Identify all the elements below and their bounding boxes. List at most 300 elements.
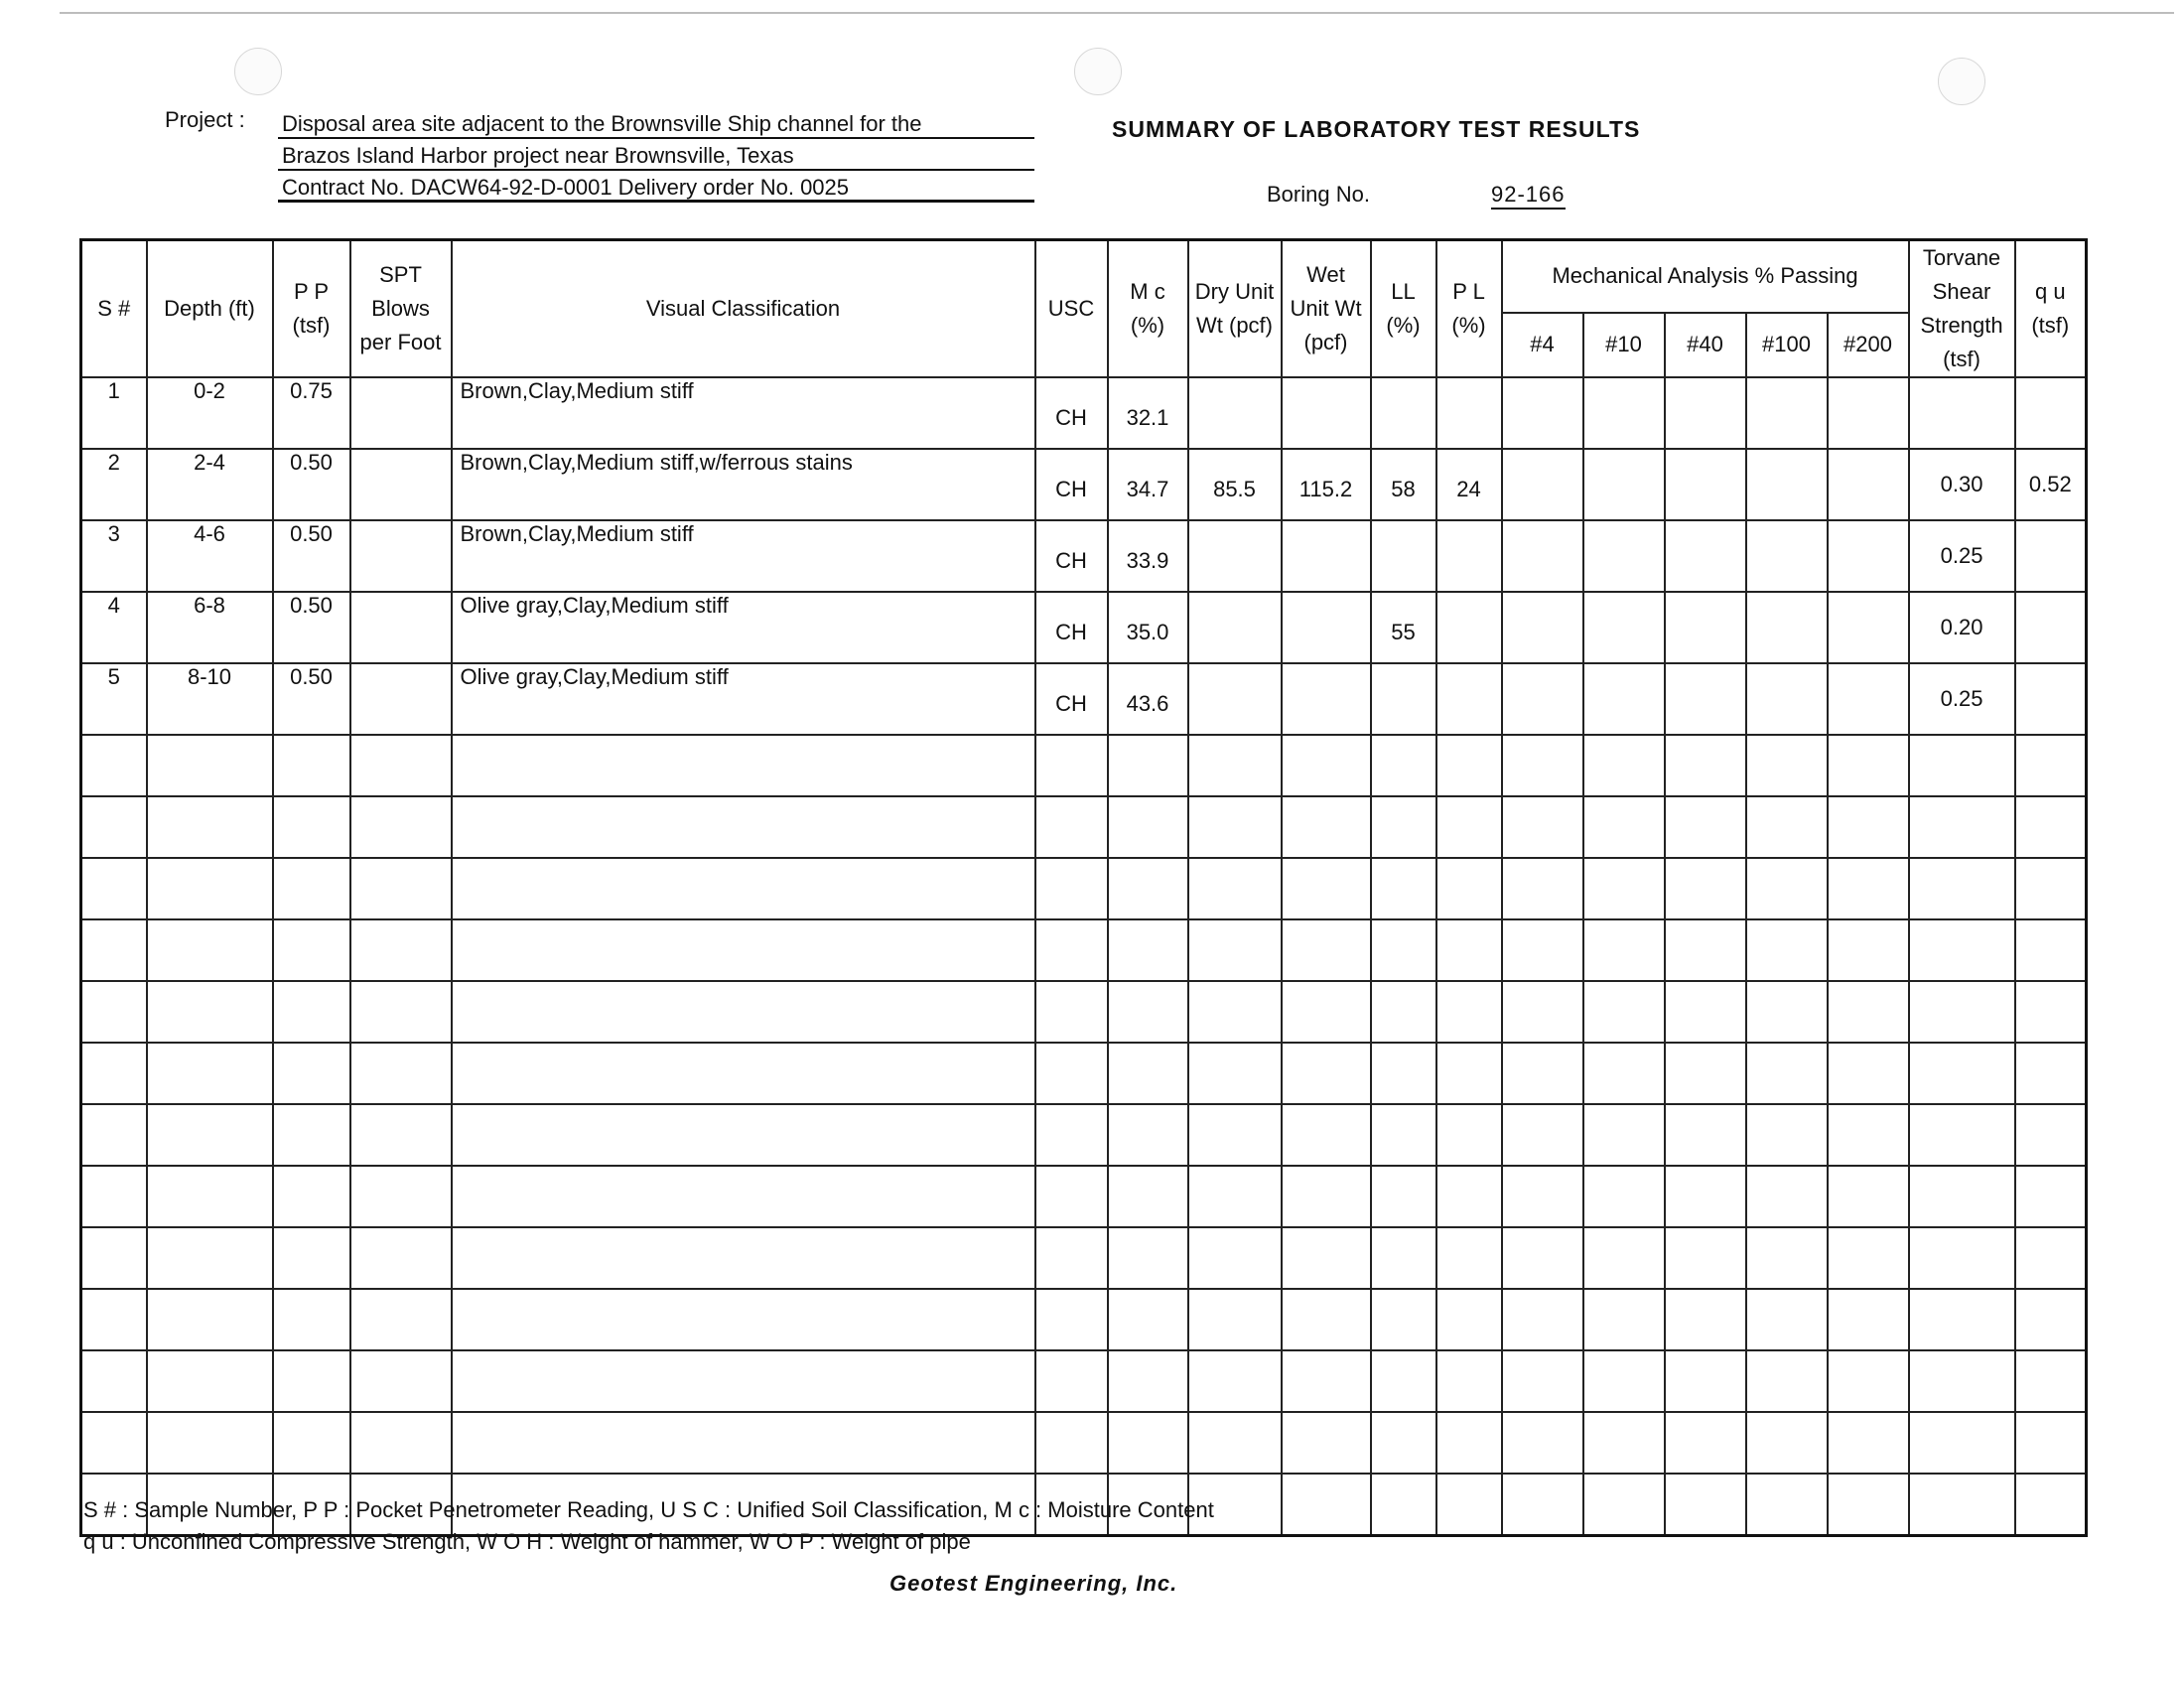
- empty-cell: [1035, 1350, 1108, 1412]
- empty-cell: [1909, 1166, 2015, 1227]
- usc: CH: [1035, 377, 1108, 449]
- plastic-limit: 24: [1436, 449, 1502, 520]
- col-sieve-4: #4: [1502, 313, 1583, 377]
- empty-cell: [147, 858, 273, 919]
- empty-cell: [1282, 735, 1371, 796]
- empty-cell: [1188, 1227, 1282, 1289]
- col-ll: LL (%): [1371, 240, 1436, 378]
- empty-table-row: [81, 1412, 2087, 1474]
- empty-cell: [147, 1350, 273, 1412]
- empty-cell: [1436, 1350, 1502, 1412]
- empty-cell: [273, 1227, 350, 1289]
- empty-table-row: [81, 1043, 2087, 1104]
- empty-cell: [81, 1227, 147, 1289]
- empty-cell: [1188, 1166, 1282, 1227]
- empty-cell: [1282, 1104, 1371, 1166]
- empty-cell: [2015, 1289, 2087, 1350]
- torvane-strength: 0.25: [1909, 663, 2015, 735]
- empty-cell: [1909, 981, 2015, 1043]
- torvane-strength: [1909, 377, 2015, 449]
- sieve-4: [1502, 663, 1583, 735]
- empty-cell: [1909, 858, 2015, 919]
- pocket-penetrometer: 0.75: [273, 377, 350, 449]
- company-footer: Geotest Engineering, Inc.: [889, 1571, 1178, 1596]
- empty-cell: [1583, 1043, 1665, 1104]
- col-torvane: Torvane Shear Strength (tsf): [1909, 240, 2015, 378]
- empty-cell: [2015, 981, 2087, 1043]
- empty-cell: [1108, 981, 1188, 1043]
- wet-unit-wt: [1282, 520, 1371, 592]
- empty-cell: [1746, 1166, 1828, 1227]
- sieve-10: [1583, 592, 1665, 663]
- punch-hole: [234, 48, 282, 95]
- empty-cell: [147, 1289, 273, 1350]
- sample-number: 3: [81, 520, 147, 592]
- empty-cell: [1828, 1289, 1909, 1350]
- empty-cell: [1282, 858, 1371, 919]
- empty-cell: [1665, 981, 1746, 1043]
- empty-table-row: [81, 1350, 2087, 1412]
- empty-cell: [350, 858, 452, 919]
- moisture-content: 32.1: [1108, 377, 1188, 449]
- empty-cell: [273, 1350, 350, 1412]
- empty-cell: [1746, 1474, 1828, 1536]
- empty-cell: [1746, 919, 1828, 981]
- visual-classification: Olive gray,Clay,Medium stiff: [452, 663, 1035, 735]
- wet-unit-wt: [1282, 663, 1371, 735]
- empty-cell: [2015, 1474, 2087, 1536]
- empty-cell: [273, 981, 350, 1043]
- empty-cell: [1502, 1166, 1583, 1227]
- project-line-3: Contract No. DACW64-92-D-0001 Delivery order No. 0025: [278, 173, 1034, 203]
- pocket-penetrometer: 0.50: [273, 663, 350, 735]
- empty-cell: [1665, 1166, 1746, 1227]
- dry-unit-wt: 85.5: [1188, 449, 1282, 520]
- sieve-40: [1665, 377, 1746, 449]
- empty-cell: [1583, 858, 1665, 919]
- empty-cell: [147, 796, 273, 858]
- empty-cell: [1502, 981, 1583, 1043]
- empty-cell: [147, 1043, 273, 1104]
- visual-classification: Brown,Clay,Medium stiff,w/ferrous stains: [452, 449, 1035, 520]
- empty-cell: [1108, 735, 1188, 796]
- col-sieve-100: #100: [1746, 313, 1828, 377]
- usc: CH: [1035, 449, 1108, 520]
- spt-blows: [350, 449, 452, 520]
- empty-cell: [1746, 981, 1828, 1043]
- empty-table-row: [81, 1166, 2087, 1227]
- empty-cell: [81, 1412, 147, 1474]
- col-usc: USC: [1035, 240, 1108, 378]
- empty-cell: [1108, 1412, 1188, 1474]
- empty-cell: [2015, 1104, 2087, 1166]
- boring-label: Boring No.: [1267, 182, 1370, 207]
- legend-line-1: S # : Sample Number, P P : Pocket Penetrometer Reading, U S C : Unified Soil Classification, M c : Moisture Content: [83, 1497, 1214, 1522]
- empty-cell: [273, 1289, 350, 1350]
- empty-cell: [350, 1104, 452, 1166]
- sample-number: 1: [81, 377, 147, 449]
- moisture-content: 33.9: [1108, 520, 1188, 592]
- sieve-4: [1502, 592, 1583, 663]
- depth: 6-8: [147, 592, 273, 663]
- empty-cell: [1909, 1043, 2015, 1104]
- empty-cell: [147, 735, 273, 796]
- spt-blows: [350, 663, 452, 735]
- punch-hole: [1938, 58, 1985, 105]
- lab-results-table: [79, 238, 2088, 1537]
- empty-cell: [1828, 735, 1909, 796]
- empty-cell: [1188, 1104, 1282, 1166]
- empty-cell: [1282, 1043, 1371, 1104]
- empty-table-row: [81, 981, 2087, 1043]
- col-visual: Visual Classification: [452, 240, 1035, 378]
- project-line-2: Brazos Island Harbor project near Brownsville, Texas: [278, 141, 1034, 171]
- spt-blows: [350, 520, 452, 592]
- empty-cell: [1371, 1289, 1436, 1350]
- liquid-limit: 58: [1371, 449, 1436, 520]
- plastic-limit: [1436, 663, 1502, 735]
- empty-cell: [273, 1412, 350, 1474]
- col-pp: P P (tsf): [273, 240, 350, 378]
- empty-cell: [1436, 1227, 1502, 1289]
- empty-cell: [1188, 1412, 1282, 1474]
- empty-cell: [81, 1350, 147, 1412]
- col-mechanical-analysis: Mechanical Analysis % Passing: [1502, 240, 1909, 313]
- table-row: [81, 377, 2087, 449]
- empty-cell: [81, 1104, 147, 1166]
- table-row: [81, 520, 2087, 592]
- usc: CH: [1035, 520, 1108, 592]
- empty-cell: [1282, 1289, 1371, 1350]
- empty-cell: [1828, 858, 1909, 919]
- empty-cell: [1746, 858, 1828, 919]
- sieve-40: [1665, 520, 1746, 592]
- depth: 8-10: [147, 663, 273, 735]
- empty-cell: [2015, 1227, 2087, 1289]
- empty-cell: [1502, 796, 1583, 858]
- empty-cell: [452, 919, 1035, 981]
- empty-cell: [350, 981, 452, 1043]
- empty-cell: [273, 1043, 350, 1104]
- empty-cell: [350, 1350, 452, 1412]
- col-pl: P L (%): [1436, 240, 1502, 378]
- qu-value: [2015, 520, 2087, 592]
- page-title: SUMMARY OF LABORATORY TEST RESULTS: [1112, 116, 1641, 142]
- empty-cell: [350, 1166, 452, 1227]
- sieve-4: [1502, 520, 1583, 592]
- sample-number: 2: [81, 449, 147, 520]
- sieve-40: [1665, 663, 1746, 735]
- empty-cell: [1828, 1350, 1909, 1412]
- col-depth: Depth (ft): [147, 240, 273, 378]
- empty-cell: [1436, 796, 1502, 858]
- sieve-4: [1502, 377, 1583, 449]
- project-label: Project :: [165, 107, 245, 132]
- empty-cell: [147, 1166, 273, 1227]
- empty-cell: [1665, 919, 1746, 981]
- plastic-limit: [1436, 377, 1502, 449]
- empty-cell: [1282, 1474, 1371, 1536]
- empty-cell: [1583, 1104, 1665, 1166]
- empty-table-row: [81, 1227, 2087, 1289]
- empty-cell: [1746, 796, 1828, 858]
- empty-cell: [1108, 1289, 1188, 1350]
- empty-cell: [1035, 919, 1108, 981]
- empty-cell: [1583, 1289, 1665, 1350]
- usc: CH: [1035, 663, 1108, 735]
- sieve-100: [1746, 377, 1828, 449]
- empty-cell: [1909, 1104, 2015, 1166]
- empty-table-row: [81, 1289, 2087, 1350]
- empty-cell: [81, 858, 147, 919]
- empty-cell: [1665, 1289, 1746, 1350]
- empty-cell: [81, 919, 147, 981]
- dry-unit-wt: [1188, 592, 1282, 663]
- empty-cell: [1909, 796, 2015, 858]
- empty-cell: [1188, 858, 1282, 919]
- sieve-200: [1828, 449, 1909, 520]
- sieve-100: [1746, 663, 1828, 735]
- qu-value: [2015, 663, 2087, 735]
- empty-cell: [1371, 858, 1436, 919]
- empty-cell: [1282, 1166, 1371, 1227]
- empty-cell: [2015, 1350, 2087, 1412]
- empty-cell: [1502, 1227, 1583, 1289]
- punch-hole: [1074, 48, 1122, 95]
- empty-cell: [1502, 1043, 1583, 1104]
- empty-cell: [81, 1043, 147, 1104]
- sieve-10: [1583, 449, 1665, 520]
- depth: 4-6: [147, 520, 273, 592]
- empty-cell: [350, 1289, 452, 1350]
- empty-cell: [1665, 1474, 1746, 1536]
- empty-table-row: [81, 796, 2087, 858]
- empty-cell: [1371, 1350, 1436, 1412]
- sieve-100: [1746, 592, 1828, 663]
- qu-value: 0.52: [2015, 449, 2087, 520]
- empty-cell: [2015, 735, 2087, 796]
- torvane-strength: 0.20: [1909, 592, 2015, 663]
- empty-cell: [1108, 1227, 1188, 1289]
- empty-cell: [1436, 1104, 1502, 1166]
- empty-cell: [1035, 981, 1108, 1043]
- col-dry-unit-wt: Dry Unit Wt (pcf): [1188, 240, 1282, 378]
- empty-cell: [1502, 1350, 1583, 1412]
- empty-cell: [1909, 1289, 2015, 1350]
- empty-cell: [273, 735, 350, 796]
- empty-cell: [1436, 735, 1502, 796]
- empty-cell: [1746, 1104, 1828, 1166]
- empty-cell: [1828, 796, 1909, 858]
- empty-cell: [1436, 1289, 1502, 1350]
- col-sample: S #: [81, 240, 147, 378]
- pocket-penetrometer: 0.50: [273, 520, 350, 592]
- empty-cell: [350, 735, 452, 796]
- dry-unit-wt: [1188, 377, 1282, 449]
- sieve-100: [1746, 520, 1828, 592]
- empty-cell: [1665, 796, 1746, 858]
- empty-cell: [1502, 1289, 1583, 1350]
- empty-cell: [1746, 735, 1828, 796]
- empty-cell: [452, 1104, 1035, 1166]
- empty-cell: [1828, 1043, 1909, 1104]
- usc: CH: [1035, 592, 1108, 663]
- empty-cell: [1282, 796, 1371, 858]
- empty-cell: [273, 1104, 350, 1166]
- empty-cell: [1665, 1227, 1746, 1289]
- empty-table-row: [81, 919, 2087, 981]
- empty-cell: [1583, 1412, 1665, 1474]
- empty-cell: [1746, 1412, 1828, 1474]
- empty-cell: [1909, 919, 2015, 981]
- empty-cell: [1502, 1104, 1583, 1166]
- empty-cell: [1282, 919, 1371, 981]
- empty-cell: [1583, 1166, 1665, 1227]
- boring-number: 92-166: [1491, 182, 1566, 210]
- empty-cell: [452, 1350, 1035, 1412]
- empty-cell: [452, 735, 1035, 796]
- empty-cell: [350, 1043, 452, 1104]
- empty-cell: [1909, 735, 2015, 796]
- plastic-limit: [1436, 520, 1502, 592]
- empty-cell: [1746, 1043, 1828, 1104]
- empty-cell: [1665, 1043, 1746, 1104]
- empty-cell: [452, 1412, 1035, 1474]
- empty-cell: [2015, 919, 2087, 981]
- empty-cell: [1035, 1166, 1108, 1227]
- torvane-strength: 0.25: [1909, 520, 2015, 592]
- empty-cell: [2015, 1043, 2087, 1104]
- empty-cell: [1371, 1166, 1436, 1227]
- empty-cell: [1828, 1412, 1909, 1474]
- empty-cell: [147, 1227, 273, 1289]
- moisture-content: 34.7: [1108, 449, 1188, 520]
- dry-unit-wt: [1188, 520, 1282, 592]
- sieve-4: [1502, 449, 1583, 520]
- sieve-10: [1583, 520, 1665, 592]
- empty-cell: [1828, 1227, 1909, 1289]
- empty-cell: [452, 981, 1035, 1043]
- col-sieve-40: #40: [1665, 313, 1746, 377]
- empty-cell: [452, 1043, 1035, 1104]
- sample-number: 4: [81, 592, 147, 663]
- empty-cell: [1746, 1289, 1828, 1350]
- empty-table-row: [81, 1104, 2087, 1166]
- empty-cell: [1502, 919, 1583, 981]
- visual-classification: Brown,Clay,Medium stiff: [452, 377, 1035, 449]
- empty-cell: [1371, 735, 1436, 796]
- sieve-10: [1583, 377, 1665, 449]
- empty-cell: [1371, 1104, 1436, 1166]
- empty-cell: [1188, 735, 1282, 796]
- legend-line-2: q u : Unconfined Compressive Strength, W O H : Weight of hammer, W O P : Weight of pipe: [83, 1529, 971, 1554]
- empty-cell: [1188, 981, 1282, 1043]
- empty-table-row: [81, 735, 2087, 796]
- empty-cell: [1436, 1166, 1502, 1227]
- empty-cell: [1035, 1412, 1108, 1474]
- col-sieve-10: #10: [1583, 313, 1665, 377]
- empty-cell: [81, 1166, 147, 1227]
- col-sieve-200: #200: [1828, 313, 1909, 377]
- empty-cell: [1583, 735, 1665, 796]
- empty-cell: [1436, 1474, 1502, 1536]
- col-wet-unit-wt: Wet Unit Wt (pcf): [1282, 240, 1371, 378]
- empty-cell: [1665, 1412, 1746, 1474]
- moisture-content: 43.6: [1108, 663, 1188, 735]
- empty-cell: [273, 796, 350, 858]
- empty-cell: [81, 981, 147, 1043]
- empty-cell: [1108, 858, 1188, 919]
- empty-cell: [2015, 796, 2087, 858]
- empty-cell: [273, 919, 350, 981]
- empty-cell: [273, 858, 350, 919]
- empty-cell: [1502, 858, 1583, 919]
- empty-cell: [1828, 1474, 1909, 1536]
- sieve-200: [1828, 377, 1909, 449]
- empty-cell: [1035, 735, 1108, 796]
- empty-cell: [1909, 1412, 2015, 1474]
- empty-cell: [1188, 1043, 1282, 1104]
- empty-cell: [1436, 919, 1502, 981]
- wet-unit-wt: [1282, 592, 1371, 663]
- col-mc: M c (%): [1108, 240, 1188, 378]
- empty-cell: [147, 1412, 273, 1474]
- empty-cell: [1371, 919, 1436, 981]
- table-row: [81, 663, 2087, 735]
- col-spt: SPT Blows per Foot: [350, 240, 452, 378]
- page-top-edge: [60, 12, 2174, 14]
- empty-cell: [1502, 735, 1583, 796]
- empty-cell: [1502, 1474, 1583, 1536]
- empty-cell: [1583, 796, 1665, 858]
- empty-cell: [452, 1227, 1035, 1289]
- empty-cell: [1909, 1474, 2015, 1536]
- empty-cell: [81, 1289, 147, 1350]
- empty-cell: [452, 1289, 1035, 1350]
- sieve-10: [1583, 663, 1665, 735]
- empty-cell: [147, 981, 273, 1043]
- sieve-40: [1665, 449, 1746, 520]
- empty-cell: [1371, 1043, 1436, 1104]
- empty-cell: [1436, 858, 1502, 919]
- empty-cell: [1583, 981, 1665, 1043]
- empty-cell: [2015, 1412, 2087, 1474]
- empty-cell: [1746, 1350, 1828, 1412]
- spt-blows: [350, 377, 452, 449]
- liquid-limit: [1371, 663, 1436, 735]
- empty-cell: [1828, 1104, 1909, 1166]
- sieve-200: [1828, 520, 1909, 592]
- empty-cell: [1282, 981, 1371, 1043]
- empty-cell: [452, 1166, 1035, 1227]
- empty-cell: [1502, 1412, 1583, 1474]
- empty-cell: [1828, 919, 1909, 981]
- empty-cell: [1035, 796, 1108, 858]
- empty-cell: [81, 796, 147, 858]
- col-qu: q u (tsf): [2015, 240, 2087, 378]
- wet-unit-wt: [1282, 377, 1371, 449]
- empty-cell: [81, 735, 147, 796]
- empty-cell: [1436, 1412, 1502, 1474]
- sample-number: 5: [81, 663, 147, 735]
- empty-cell: [1188, 919, 1282, 981]
- plastic-limit: [1436, 592, 1502, 663]
- empty-cell: [1828, 1166, 1909, 1227]
- empty-cell: [147, 919, 273, 981]
- empty-cell: [1909, 1350, 2015, 1412]
- empty-cell: [452, 796, 1035, 858]
- sieve-40: [1665, 592, 1746, 663]
